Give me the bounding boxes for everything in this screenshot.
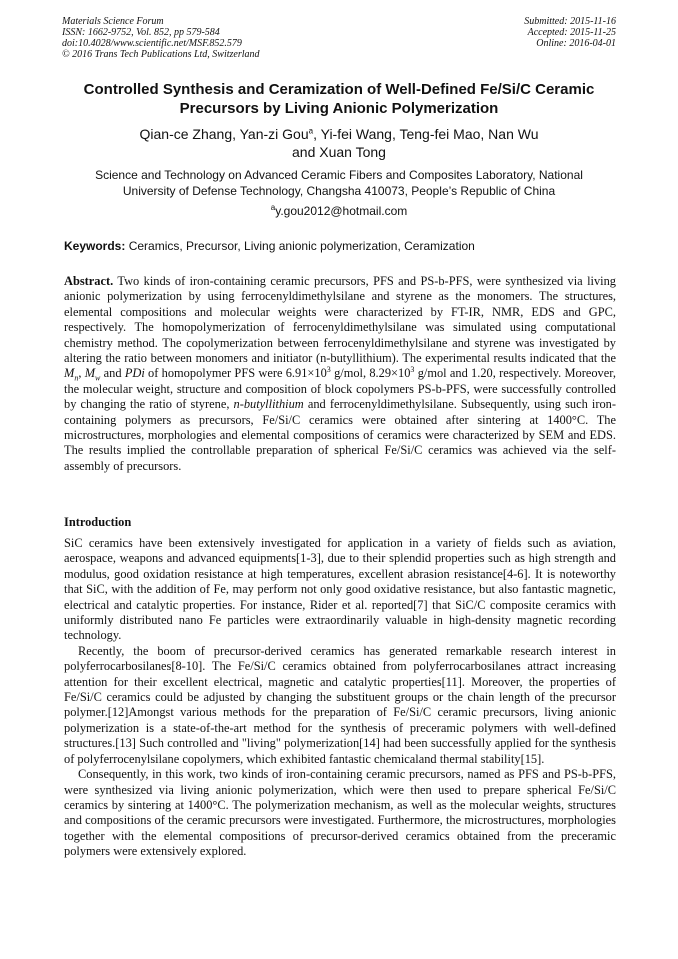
reagent-name: n-butyllithium [233,397,304,412]
copyright-line: © 2016 Trans Tech Publications Ltd, Switzerland [62,49,260,60]
symbol-m: M [84,366,96,381]
abstract [64,274,616,474]
symbol-mn [64,366,79,383]
online-date: Online: 2016-04-01 [536,38,616,49]
dates-header [524,16,616,49]
abstract-text: Two kinds of iron-containing ceramic precursors, PFS and PS-b-PFS, were synthesized via living anionic polymerization by using ferrocenyldimethylsilane and styrene as the monomers. The structures, elemental compositions and molecular weights were characterized by FT-IR, NMR, EDS and GPC, respectively. The homopolymerization of ferrocenyldimethylsilane was simulated using computational chemistry method. The copolymerization between ferrocenyldimethylsilane and styrene was investigated by altering the ratio between monomers and initiator (n-butyllithium). The experimental results indicated that the [64,274,616,366]
abstract-text: g/mol and 1.20, respectively. Moreover, the molecular weight, structure and composition of block copolymers PS-b-PFS, were successfully controlled by changing the ratio of styrene, [64,366,616,412]
journal-header [62,16,260,60]
subscript-n: n [74,373,79,383]
abstract-text: of homopolymer PFS were 6.91×10 [144,366,327,381]
symbol-pdi: PDi [124,366,145,381]
paper-title [40,80,638,118]
journal-name: Materials Science Forum [62,16,164,27]
subscript-w: w [95,373,101,383]
abstract-text: g/mol, 8.29×10 [330,366,411,381]
affiliation [40,167,638,199]
intro-paragraph: Recently, the boom of precursor-derived ceramics has generated remarkable research interest in polyferrocarbosilanes[8-10]. The Fe/Si/C ceramics obtained from polyferrocarbosilanes attract increasing attention for their excellent electrical, magnetic and catalytic properties[11]. Moreover, the properties of Fe/Si/C ceramics could be adjusted by changing the substituent groups or the chain length of the precursor polymer.[12]Amongst various methods for the preparation of Fe/Si/C ceramic precursors, living anionic polymerization is a state-of-the-art method for the synthesis of preceramic polymers with well-defined structures.[13] Such controlled and "living" polymerization[14] had been successfully applied for the synthesis of polyferrocenylsilane copolymers, which exhibited fantastic chemicaland thermal stability[15]. [64,643,616,766]
author-names: and Xuan Tong [292,144,386,160]
author-affiliation-mark: a [308,126,314,136]
email-mark: a [270,203,276,212]
contact-email [40,203,638,219]
intro-paragraph: Consequently, in this work, two kinds of iron-containing ceramic precursors, named as PFS and PS-b-PFS, were synthesized via living anionic polymerization, which were then used to prepare spherical Fe/Si/C ceramics by sintering at 1400°C. The polymerization mechanism, as well as the molecular weights, structures and compositions of the ceramic precursors were investigated. Furthermore, the microstructures, morphologies together with the elemental compositions of precursor-derived ceramics obtained from the preceramic polymers were extensively explored. [64,767,616,859]
symbol-m: M [64,366,75,381]
section-heading-introduction: Introduction [64,515,132,529]
abstract-text: , [78,366,85,381]
keywords-label: Keywords: [64,239,126,253]
author-names: , Yi-fei Wang, Teng-fei Mao, Nan Wu [313,126,539,142]
introduction-body [64,536,616,860]
abstract-label: Abstract. [64,274,114,288]
title-line: Controlled Synthesis and Ceramization of Well-Defined Fe/Si/C Ceramic [83,81,595,98]
doi-line: doi:10.4028/www.scientific.net/MSF.852.579 [62,38,242,49]
author-list [40,125,638,161]
title-line: Precursors by Living Anionic Polymerization [179,100,499,117]
keywords-text: Ceramics, Precursor, Living anionic polymerization, Ceramization [125,239,475,253]
author-names: Qian-ce Zhang, Yan-zi Gou [139,126,309,142]
intro-paragraph: SiC ceramics have been extensively investigated for application in a variety of fields such as aviation, aerospace, weapons and advanced equipments[1-3], due to their splendid properties such as high strength and modulus, good oxidation resistance at high temperatures, excellent abrasion resistance[4-6]. It is noteworthy that SiC, with the addition of Fe, may perform not only good oxidative resistance, but also fantastic magnetic, electrical and catalytic properties. For instance, Rider et al. reported[7] that SiC/C composite ceramics with uniformly distributed nano Fe particles were extraordinarily valuable in high-density magnetic recording technology. [64,536,616,643]
exponent: 3 [410,365,415,375]
issn-line: ISSN: 1662-9752, Vol. 852, pp 579-584 [62,27,220,38]
email-address[interactable]: y.gou2012@hotmail.com [275,204,408,218]
affiliation-line: Science and Technology on Advanced Ceramic Fibers and Composites Laboratory, National [95,168,583,182]
abstract-text: and [100,366,125,381]
submitted-date: Submitted: 2015-11-16 [524,16,616,27]
symbol-mw [84,366,101,383]
exponent: 3 [326,365,331,375]
keywords [64,238,616,254]
abstract-text: and ferrocenyldimethylsilane. Subsequently, using such iron-containing polymers as precursors, Fe/Si/C ceramics were obtained after sintering at 1400°C. The microstructures, morphologies and elemental compositions of ceramics were characterized by SEM and EDS. The results implied the controllable preparation of spherical Fe/Si/C ceramics was achieved via the self-assembly of precursors. [64,397,616,473]
accepted-date: Accepted: 2015-11-25 [527,27,616,38]
affiliation-line: University of Defense Technology, Changsha 410073, People’s Republic of China [122,184,556,198]
